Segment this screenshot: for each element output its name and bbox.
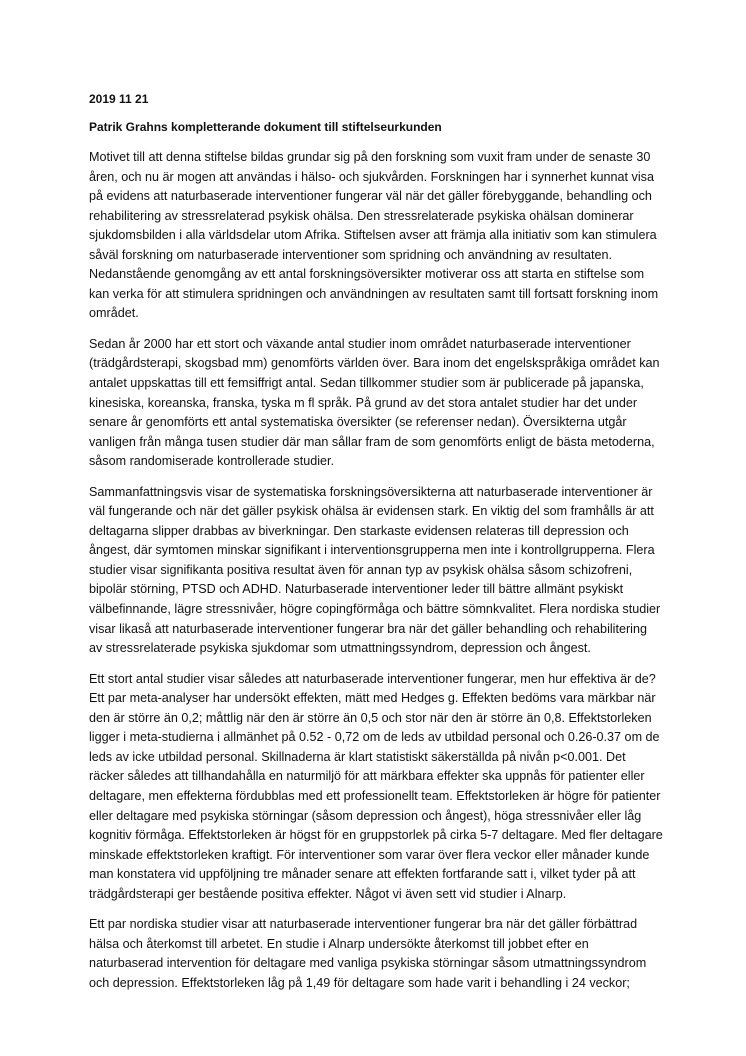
- paragraph-nordic-studies: Ett par nordiska studier visar att naturbaserade interventioner fungerar bra när det gäller förbättrad hälsa och återkomst till arbetet. En studie i Alnarp undersökte återkomst till jobbet efter en naturbaserad intervention för deltagare med vanliga psykiska störningar såsom utmattningssyndrom och depression. Effektstorleken låg på 1,49 för deltagare som hade varit i behandling i 24 veckor;: [89, 917, 647, 990]
- document-title: Patrik Grahns kompletterande dokument till stiftelseurkunden: [89, 120, 442, 134]
- paragraph-effect-size: Ett stort antal studier visar således att naturbaserade interventioner fungerar, men hur effektiva är de? Ett par meta-analyser har undersökt effekten, mätt med Hedges g. Effekten bedöms vara märkbar när den är större än 0,2; måttlig när den är större än 0,5 och stor när den är större än 0,8. Effektstorleken ligger i meta-studierna i allmänhet på 0.52 - 0,72 om de leds av utbildad personal och 0.26-0.37 om de leds av icke utbildad personal. Skillnaderna är klart statistiskt säkerställda på nivån p<0.001. Det räcker således att tillhandahålla en naturmiljö för att märkbara effekter ska uppnås för patienter eller deltagare, men effekterna fördubblas med ett professionellt team. Effektstorleken är högre för patienter eller deltagare med psykiska störningar (såsom depression och ångest), höga stressnivåer eller låg kognitiv förmåga. Effektstorleken är högst för en gruppstorlek på cirka 5-7 deltagare. Med fler deltagare minskade effektstorleken kraftigt. För interventioner som varar över flera veckor eller månader kunde man konstatera vid uppföljning tre månader senare att effekten fortfarande satt i, vilket tyder på att trädgårdsterapi ger bestående positiva effekter. Något vi även sett vid studier i Alnarp.: [89, 671, 663, 901]
- paragraph-studies-since-2000: Sedan år 2000 har ett stort och växande antal studier inom området naturbaserade interventioner (trädgårdsterapi, skogsbad mm) genomförts världen över. Bara inom det engelskspråkiga området kan antalet uppskattas till ett femsiffrigt antal. Sedan tillkommer studier som är publicerade på japanska, kinesiska, koreanska, franska, tyska m fl språk. På grund av det stora antalet studier har det under senare år genomförts ett antal systematiska översikter (se referenser nedan). Översikterna utgår vanligen från många tusen studier där man sållar fram de som genomförts enligt de bästa metoderna, såsom randomiserade kontrollerade studier.: [89, 336, 660, 469]
- paragraph-motive: Motivet till att denna stiftelse bildas grundar sig på den forskning som vuxit fram under de senaste 30 åren, och nu är mogen att användas i hälso- och sjukvården. Forskningen har i synnerhet kunnat visa på evidens att naturbaserade interventioner fungerar väl när det gäller förebyggande, behandling och rehabilitering av stressrelaterad psykisk ohälsa. Den stressrelaterade psykiska ohälsan dominerar sjukdomsbilden i alla världsdelar utom Afrika. Stiftelsen avser att främja alla initiativ som kan stimulera såväl forskning om naturbaserade interventioner som spridning och användning av resultaten. Nedanstående genomgång av ett antal forskningsöversikter motiverar oss att starta en stiftelse som kan verka för att stimulera spridningen och användningen av resultaten samt till fortsatt forskning inom området.: [89, 150, 659, 321]
- paragraph-summary: Sammanfattningsvis visar de systematiska forskningsöversikterna att naturbaserade interventioner är väl fungerande och när det gäller psykisk ohälsa är evidensen stark. En viktig del som framhålls är att deltagarna slipper drabbas av biverkningar. Den starkaste evidensen relateras till depression och ångest, där symtomen minskar signifikant i interventionsgrupperna men inte i kontrollgrupperna. Flera studier visar signifikanta positiva resultat även för annan typ av psykisk ohälsa såsom schizofreni, bipolär störning, PTSD och ADHD. Naturbaserade interventioner leder till bättre allmänt psykiskt välbefinnande, lägre stressnivåer, högre copingförmåga och bättre sömnkvalitet. Flera nordiska studier visar likaså att naturbaserade interventioner fungerar bra när det gäller behandling och rehabilitering av stressrelaterade psykiska sjukdomar som utmattningssyndrom, depression och ångest.: [89, 484, 661, 656]
- document-page: [89, 92, 663, 1004]
- document-date: 2019 11 21: [89, 92, 149, 106]
